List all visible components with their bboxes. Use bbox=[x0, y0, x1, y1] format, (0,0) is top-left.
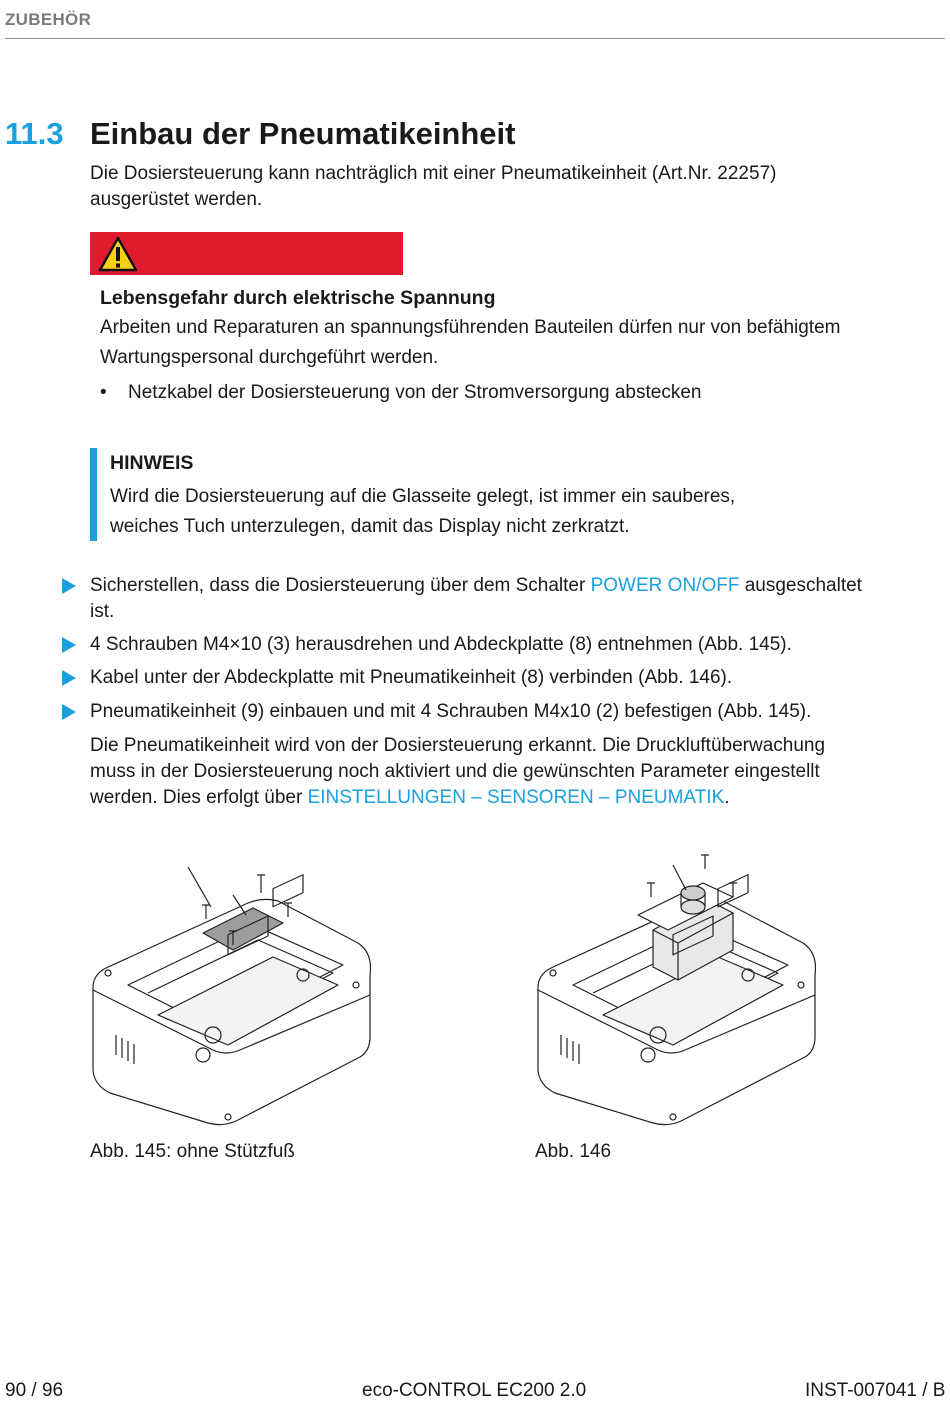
note-text bbox=[110, 482, 930, 542]
footer-product-name: eco-CONTROL EC200 2.0 bbox=[362, 1380, 587, 1401]
step-arrow-icon bbox=[62, 637, 76, 653]
bullet-dot: • bbox=[100, 382, 107, 403]
intro-line: Die Dosiersteuerung kann nachträglich mit einer Pneumatikeinheit (Art.Nr. 22257) bbox=[90, 163, 777, 184]
step-1 bbox=[90, 573, 862, 625]
note-title: HINWEIS bbox=[110, 452, 194, 474]
note-line: Wird die Dosiersteuerung auf die Glasseite gelegt, ist immer ein sauberes, bbox=[110, 486, 736, 507]
result-line: muss in der Dosiersteuerung noch aktiviert und die gewünschten Parameter eingestellt bbox=[90, 761, 820, 782]
footer-document-number: INST-007041 / B bbox=[805, 1380, 946, 1401]
warning-bullet-text: Netzkabel der Dosiersteuerung von der Stromversorgung abstecken bbox=[128, 382, 702, 403]
result-line-end: . bbox=[724, 787, 730, 808]
result-paragraph bbox=[90, 733, 940, 811]
note-line: weiches Tuch unterzulegen, damit das Display nicht zerkratzt. bbox=[110, 516, 630, 537]
figure-145-caption: Abb. 145: ohne Stützfuß bbox=[90, 1141, 295, 1162]
intro-paragraph bbox=[90, 161, 776, 213]
power-switch-link[interactable]: POWER ON/OFF bbox=[590, 575, 740, 596]
step-arrow-icon bbox=[62, 578, 76, 594]
header-divider bbox=[5, 38, 945, 39]
figure-146-illustration bbox=[533, 845, 823, 1130]
warning-line: Arbeiten und Reparaturen an spannungsführenden Bauteilen dürfen nur von befähigtem bbox=[100, 317, 841, 338]
step-2: 4 Schrauben M4×10 (3) herausdrehen und Abdeckplatte (8) entnehmen (Abb. 145). bbox=[90, 634, 792, 655]
warning-triangle-icon bbox=[98, 236, 138, 272]
settings-path-link[interactable]: EINSTELLUNGEN – SENSOREN – PNEUMATIK bbox=[307, 787, 725, 808]
footer-page-number: 90 / 96 bbox=[5, 1380, 64, 1401]
step-4: Pneumatikeinheit (9) einbauen und mit 4 Schrauben M4x10 (2) befestigen (Abb. 145). bbox=[90, 701, 812, 722]
warning-line: Wartungspersonal durchgeführt werden. bbox=[100, 347, 439, 368]
danger-banner bbox=[90, 232, 403, 275]
step-3: Kabel unter der Abdeckplatte mit Pneumatikeinheit (8) verbinden (Abb. 146). bbox=[90, 667, 733, 688]
warning-title: Lebensgefahr durch elektrische Spannung bbox=[100, 287, 496, 309]
result-line: werden. Dies erfolgt über bbox=[90, 787, 308, 808]
step-1-text-end: ausgeschaltet bbox=[739, 575, 862, 596]
section-title: Einbau der Pneumatikeinheit bbox=[90, 116, 516, 151]
step-1-text: Sicherstellen, dass die Dosiersteuerung über dem Schalter bbox=[90, 575, 591, 596]
warning-text bbox=[100, 313, 940, 373]
step-arrow-icon bbox=[62, 670, 76, 686]
step-1-line2: ist. bbox=[90, 601, 115, 622]
header-chapter-label: ZUBEHÖR bbox=[5, 10, 92, 29]
note-accent-bar bbox=[90, 448, 97, 541]
section-number: 11.3 bbox=[5, 116, 64, 151]
step-arrow-icon bbox=[62, 704, 76, 720]
warning-bullet bbox=[100, 380, 701, 406]
result-line: Die Pneumatikeinheit wird von der Dosiersteuerung erkannt. Die Druckluftüberwachung bbox=[90, 735, 826, 756]
figure-146-caption: Abb. 146 bbox=[535, 1141, 612, 1162]
figure-145-illustration bbox=[88, 845, 378, 1130]
intro-line: ausgerüstet werden. bbox=[90, 189, 263, 210]
